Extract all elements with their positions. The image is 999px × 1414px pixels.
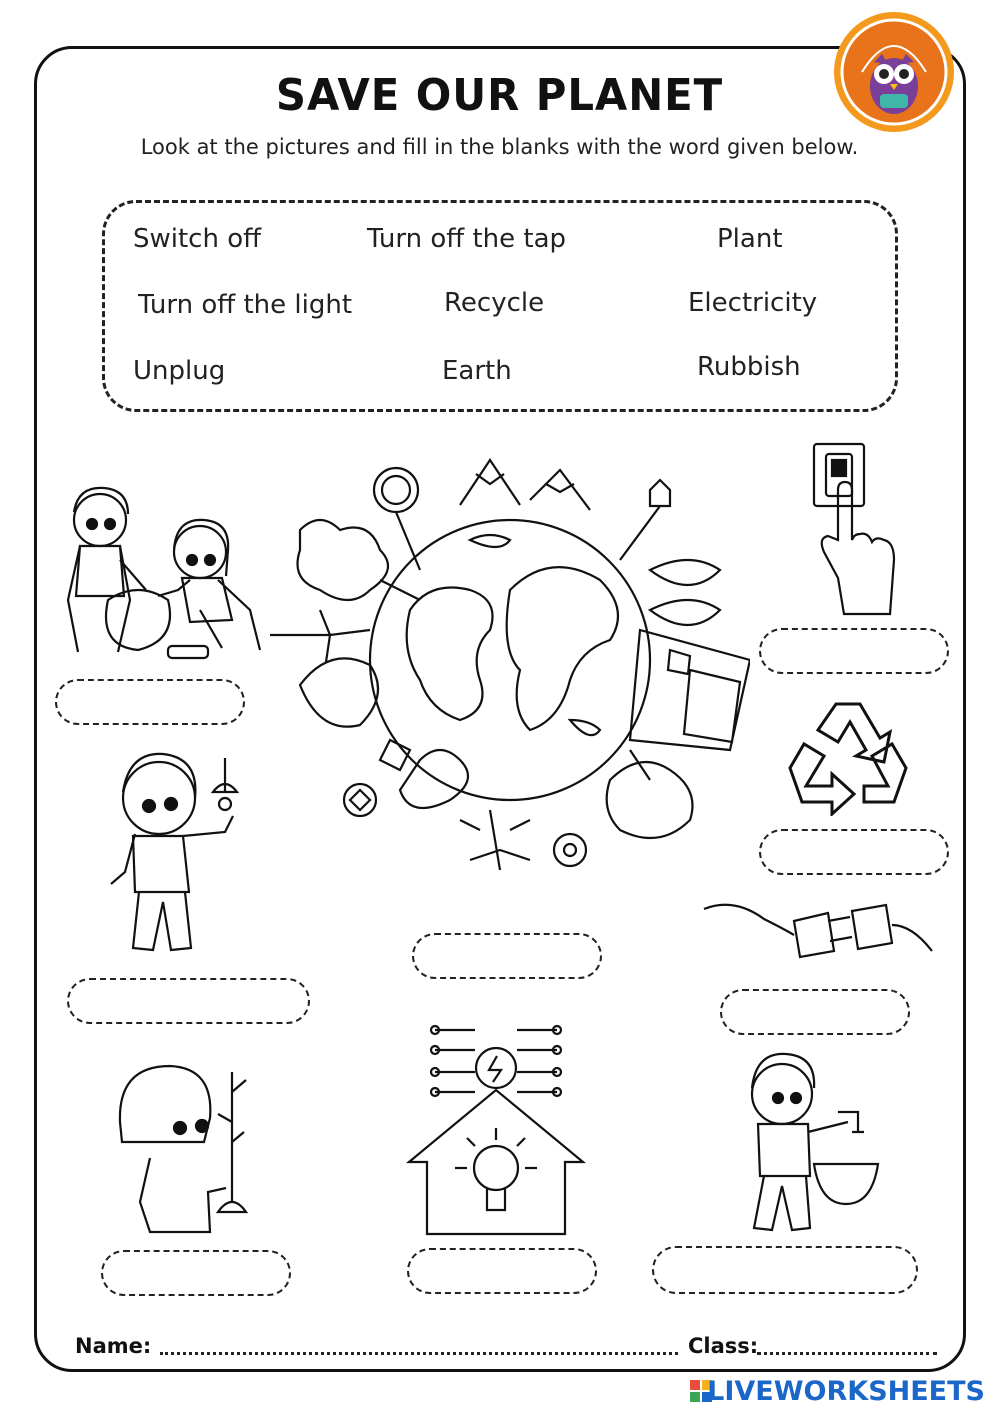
word-bank-item: Turn off the tap [367,224,567,254]
girl-plant-tree-icon [110,1062,260,1242]
word-bank-item: Earth [442,356,512,386]
electricity-house-icon [405,1022,587,1237]
light-switch-hand-icon [808,440,903,620]
boy-turn-off-tap-icon [738,1052,888,1237]
recycle-symbol-icon [784,698,912,816]
instruction-text: Look at the pictures and fill in the blanks with the word given below. [140,135,859,159]
word-bank-item: Turn off the light [138,290,353,320]
plug-unplug-icon [700,895,935,970]
word-bank-item: Switch off [133,224,262,254]
answer-blank-light[interactable] [67,978,310,1024]
word-bank-item: Electricity [688,288,818,318]
word-bank-item: Unplug [133,356,226,386]
class-label: Class: [688,1334,759,1358]
answer-blank-electricity[interactable] [407,1248,597,1294]
liveworksheets-brand[interactable]: LIVEWORKSHEETS [707,1376,985,1407]
kids-collect-rubbish-icon [50,480,270,665]
word-bank-item: Recycle [444,288,545,318]
boy-turn-off-light-icon [105,752,255,962]
class-field[interactable] [757,1352,937,1355]
answer-blank-earth[interactable] [412,933,602,979]
answer-blank-plant[interactable] [101,1250,291,1296]
word-bank-item: Rubbish [697,352,801,382]
name-field[interactable] [160,1352,678,1355]
earth-globe-icon [270,450,750,890]
word-bank-item: Plant [717,224,783,254]
answer-blank-unplug[interactable] [720,989,910,1035]
name-label: Name: [75,1334,152,1358]
answer-blank-rubbish[interactable] [55,679,245,725]
answer-blank-tap[interactable] [652,1246,918,1294]
page-title: SAVE OUR PLANET [275,70,724,121]
answer-blank-recycle[interactable] [759,829,949,875]
answer-blank-switch[interactable] [759,628,949,674]
